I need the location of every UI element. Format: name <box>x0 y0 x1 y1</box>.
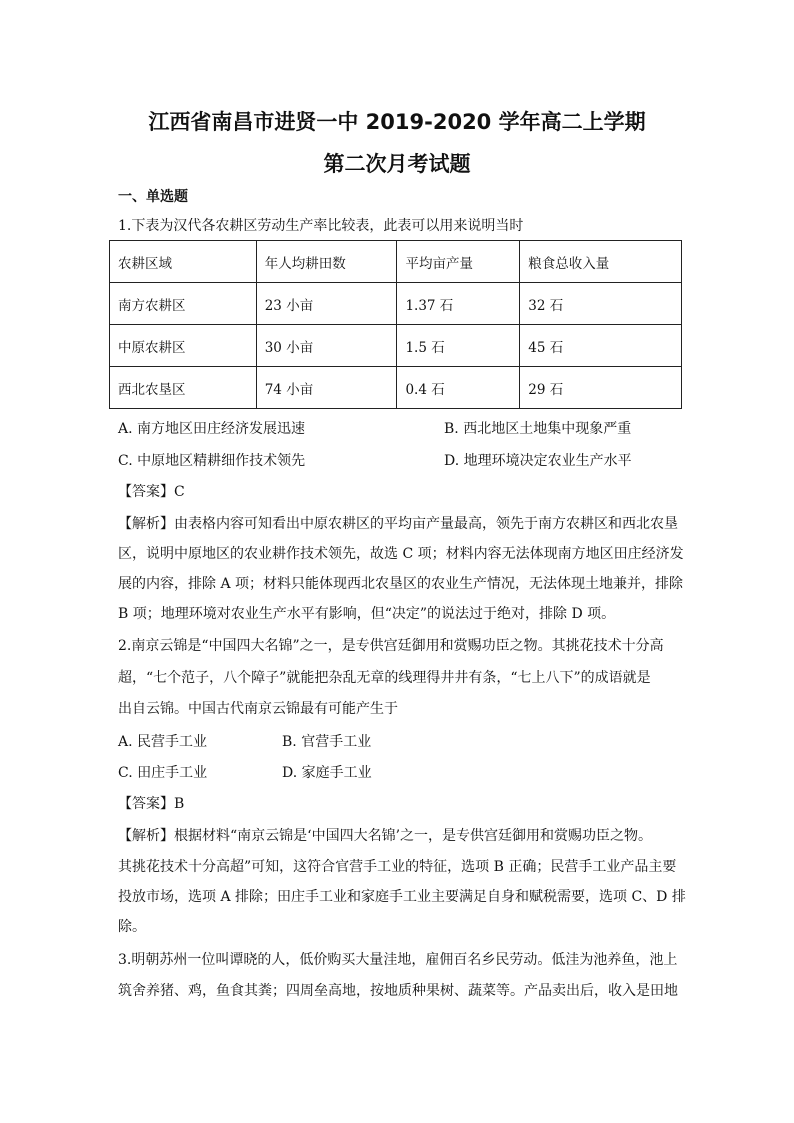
q1-stem: 1.下表为汉代各农耕区劳动生产率比较表，此表可以用来说明当时 <box>118 218 524 234</box>
table-cell: 45 石 <box>520 325 682 367</box>
q2-analysis-line: 其挑花技术十分高超”可知，这符合官营手工业的特征，选项 B 正确；民营手工业产品主要 <box>118 859 677 875</box>
q2-stem-line: 超，“七个范子，八个障子”就能把杂乱无章的线理得井井有条，“七上八下”的成语就是 <box>118 670 651 686</box>
table-row <box>110 367 682 409</box>
q3-stem-line: 筑舍养猪、鸡，鱼食其粪；四周垒高地，按地质种果树、蔬菜等。产品卖出后，收入是田地 <box>118 983 678 999</box>
q2-analysis-line: 除。 <box>118 919 146 935</box>
table-row <box>110 325 682 367</box>
q1-analysis-line: 【解析】由表格内容可知看出中原农耕区的平均亩产量最高，领先于南方农耕区和西北农垦 <box>118 516 678 532</box>
table-cell: 23 小亩 <box>256 283 397 325</box>
table-cell: 29 石 <box>520 367 682 409</box>
q2-analysis-line: 投放市场，选项 A 排除；田庄手工业和家庭手工业主要满足自身和赋税需要，选项 C、D 排 <box>118 889 686 905</box>
table-cell: 32 石 <box>520 283 682 325</box>
q2-option-d: D. 家庭手工业 <box>282 765 372 781</box>
q1-answer: 【答案】C <box>118 484 185 500</box>
table-cell: 0.4 石 <box>397 367 520 409</box>
table-header-cell: 农耕区域 <box>110 241 257 283</box>
q1-option-b: B. 西北地区土地集中现象严重 <box>444 421 632 437</box>
q1-analysis-line: 展的内容，排除 A 项；材料只能体现西北农垦区的农业生产情况，无法体现土地兼并，排除 <box>118 576 684 592</box>
table-cell: 74 小亩 <box>256 367 397 409</box>
q2-answer: 【答案】B <box>118 796 185 812</box>
section-heading: 一、单选题 <box>118 189 188 205</box>
table-header-row <box>110 241 682 283</box>
q3-stem-line: 3.明朝苏州一位叫谭晓的人，低价购买大量洼地，雇佣百名乡民劳动。低洼为池养鱼，池上 <box>118 952 678 968</box>
table-cell: 南方农耕区 <box>110 283 257 325</box>
table-cell: 1.37 石 <box>397 283 520 325</box>
q1-analysis-line: 区，说明中原地区的农业耕作技术领先，故选 C 项；材料内容无法体现南方地区田庄经济发 <box>118 546 684 562</box>
q2-option-a: A. 民营手工业 <box>118 734 208 750</box>
table-header-cell: 平均亩产量 <box>397 241 520 283</box>
q2-analysis-line: 【解析】根据材料“南京云锦是‘中国四大名锦’之一，是专供宫廷御用和赏赐功臣之物。 <box>118 828 653 844</box>
table-cell: 西北农垦区 <box>110 367 257 409</box>
q2-stem-line: 2.南京云锦是“中国四大名锦”之一，是专供宫廷御用和赏赐功臣之物。其挑花技术十分高 <box>118 638 664 654</box>
table-header-cell: 粮食总收入量 <box>520 241 682 283</box>
table-row <box>110 283 682 325</box>
table-header-cell: 年人均耕田数 <box>256 241 397 283</box>
table-cell: 1.5 石 <box>397 325 520 367</box>
document-subtitle: 第二次月考试题 <box>323 152 471 176</box>
q2-stem-line: 出自云锦。中国古代南京云锦最有可能产生于 <box>118 701 398 717</box>
table-cell: 30 小亩 <box>256 325 397 367</box>
q1-option-c: C. 中原地区精耕细作技术领先 <box>118 453 306 469</box>
document-title: 江西省南昌市进贤一中 2019-2020 学年高二上学期 <box>148 110 646 134</box>
q2-option-b: B. 官营手工业 <box>282 734 372 750</box>
q2-option-c: C. 田庄手工业 <box>118 765 208 781</box>
q1-option-a: A. 南方地区田庄经济发展迅速 <box>118 421 306 437</box>
q1-analysis-line: B 项；地理环境对农业生产水平有影响，但“决定”的说法过于绝对，排除 D 项。 <box>118 606 616 622</box>
q1-table <box>109 240 682 409</box>
q1-option-d: D. 地理环境决定农业生产水平 <box>444 453 632 469</box>
table-cell: 中原农耕区 <box>110 325 257 367</box>
